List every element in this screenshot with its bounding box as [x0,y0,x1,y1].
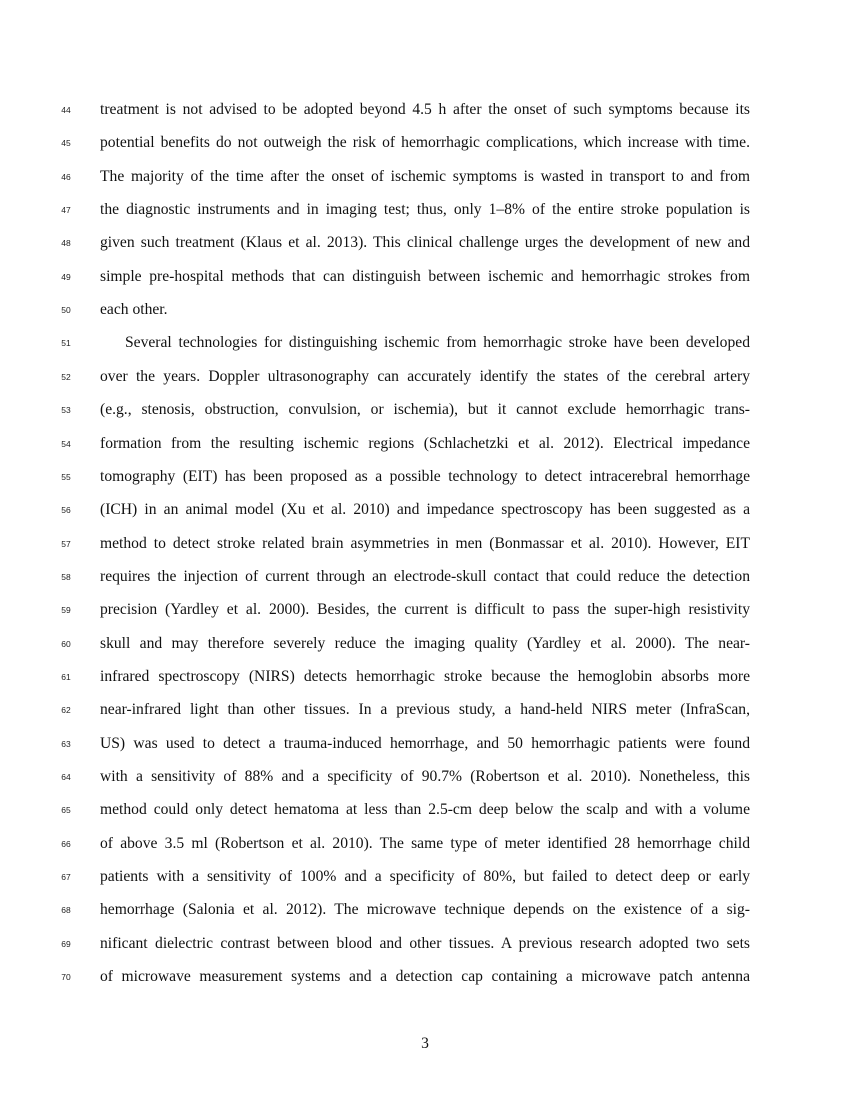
line-number: 47 [61,205,71,216]
line-number: 53 [61,405,71,416]
line-number: 64 [61,772,71,782]
text-line: US) was used to detect a trauma-induced hemorrhage, and 50 hemorrhagic patients were found [100,734,750,752]
text-line: (e.g., stenosis, obstruction, convulsion, or ischemia), but it cannot exclude hemorrhagic trans- [100,401,750,419]
line-number: 51 [61,338,71,349]
text-line: patients with a sensitivity of 100% and a specificity of 80%, but failed to detect deep or early [100,868,750,886]
line-number: 65 [61,805,71,816]
line-number: 62 [61,705,71,716]
line-number: 70 [61,972,71,983]
text-line: formation from the resulting ischemic regions (Schlachetzki et al. 2012). Electrical impedance [100,434,750,452]
text-line: the diagnostic instruments and in imaging test; thus, only 1–8% of the entire stroke population is [100,201,750,219]
line-number: 67 [61,872,71,883]
text-line: given such treatment (Klaus et al. 2013). This clinical challenge urges the development of new and [100,234,750,252]
text-line: Several technologies for distinguishing ischemic from hemorrhagic stroke have been developed [125,334,750,352]
line-number: 63 [61,738,71,749]
line-number: 57 [61,538,71,549]
text-line: nificant dielectric contrast between blood and other tissues. A previous research adopted two sets [100,934,750,952]
text-line: The majority of the time after the onset of ischemic symptoms is wasted in transport to and from [100,167,750,185]
text-line: each other. [100,301,168,319]
line-number: 59 [61,605,71,616]
line-number: 60 [61,638,71,649]
text-line: method could only detect hematoma at less than 2.5-cm deep below the scalp and with a volume [100,801,750,819]
text-line: simple pre-hospital methods that can distinguish between ischemic and hemorrhagic strokes from [100,267,750,285]
line-number: 44 [61,105,71,115]
line-number: 58 [61,571,71,582]
text-line: over the years. Doppler ultrasonography can accurately identify the states of the cerebral artery [100,367,750,385]
line-number: 50 [61,305,71,316]
text-line: precision (Yardley et al. 2000). Besides, the current is difficult to pass the super-high resistivity [100,601,750,619]
line-number: 55 [61,471,71,482]
line-number: 56 [61,505,71,516]
text-line: infrared spectroscopy (NIRS) detects hemorrhagic stroke because the hemoglobin absorbs more [100,667,750,685]
line-number: 48 [61,238,71,249]
line-number: 52 [61,371,71,382]
page-number: 3 [421,1035,429,1052]
text-line: requires the injection of current through an electrode-skull contact that could reduce the detection [100,567,750,585]
line-number: 46 [61,171,71,182]
text-line: of microwave measurement systems and a detection cap containing a microwave patch antenna [100,968,750,986]
line-number: 66 [61,838,71,849]
text-line: potential benefits do not outweigh the risk of hemorrhagic complications, which increase with time. [100,134,750,152]
text-line: skull and may therefore severely reduce the imaging quality (Yardley et al. 2000). The near- [100,634,750,652]
line-number: 54 [61,438,71,449]
line-number: 69 [61,938,71,949]
text-line: method to detect stroke related brain asymmetries in men (Bonmassar et al. 2010). However, EIT [100,534,750,552]
text-line: tomography (EIT) has been proposed as a possible technology to detect intracerebral hemorrhage [100,467,750,485]
line-number: 49 [61,271,71,282]
line-number: 61 [61,671,71,682]
text-line: with a sensitivity of 88% and a specificity of 90.7% (Robertson et al. 2010). Nonetheless, this [100,768,750,785]
text-line: near-infrared light than other tissues. In a previous study, a hand-held NIRS meter (InfraScan, [100,701,750,719]
text-line: (ICH) in an animal model (Xu et al. 2010) and impedance spectroscopy has been suggested as a [100,501,750,519]
text-line: hemorrhage (Salonia et al. 2012). The microwave technique depends on the existence of a sig- [100,901,750,919]
line-number: 68 [61,905,71,916]
line-number: 45 [61,138,71,149]
text-line: treatment is not advised to be adopted beyond 4.5 h after the onset of such symptoms because its [100,101,750,118]
text-line: of above 3.5 ml (Robertson et al. 2010). The same type of meter identified 28 hemorrhage child [100,834,750,852]
